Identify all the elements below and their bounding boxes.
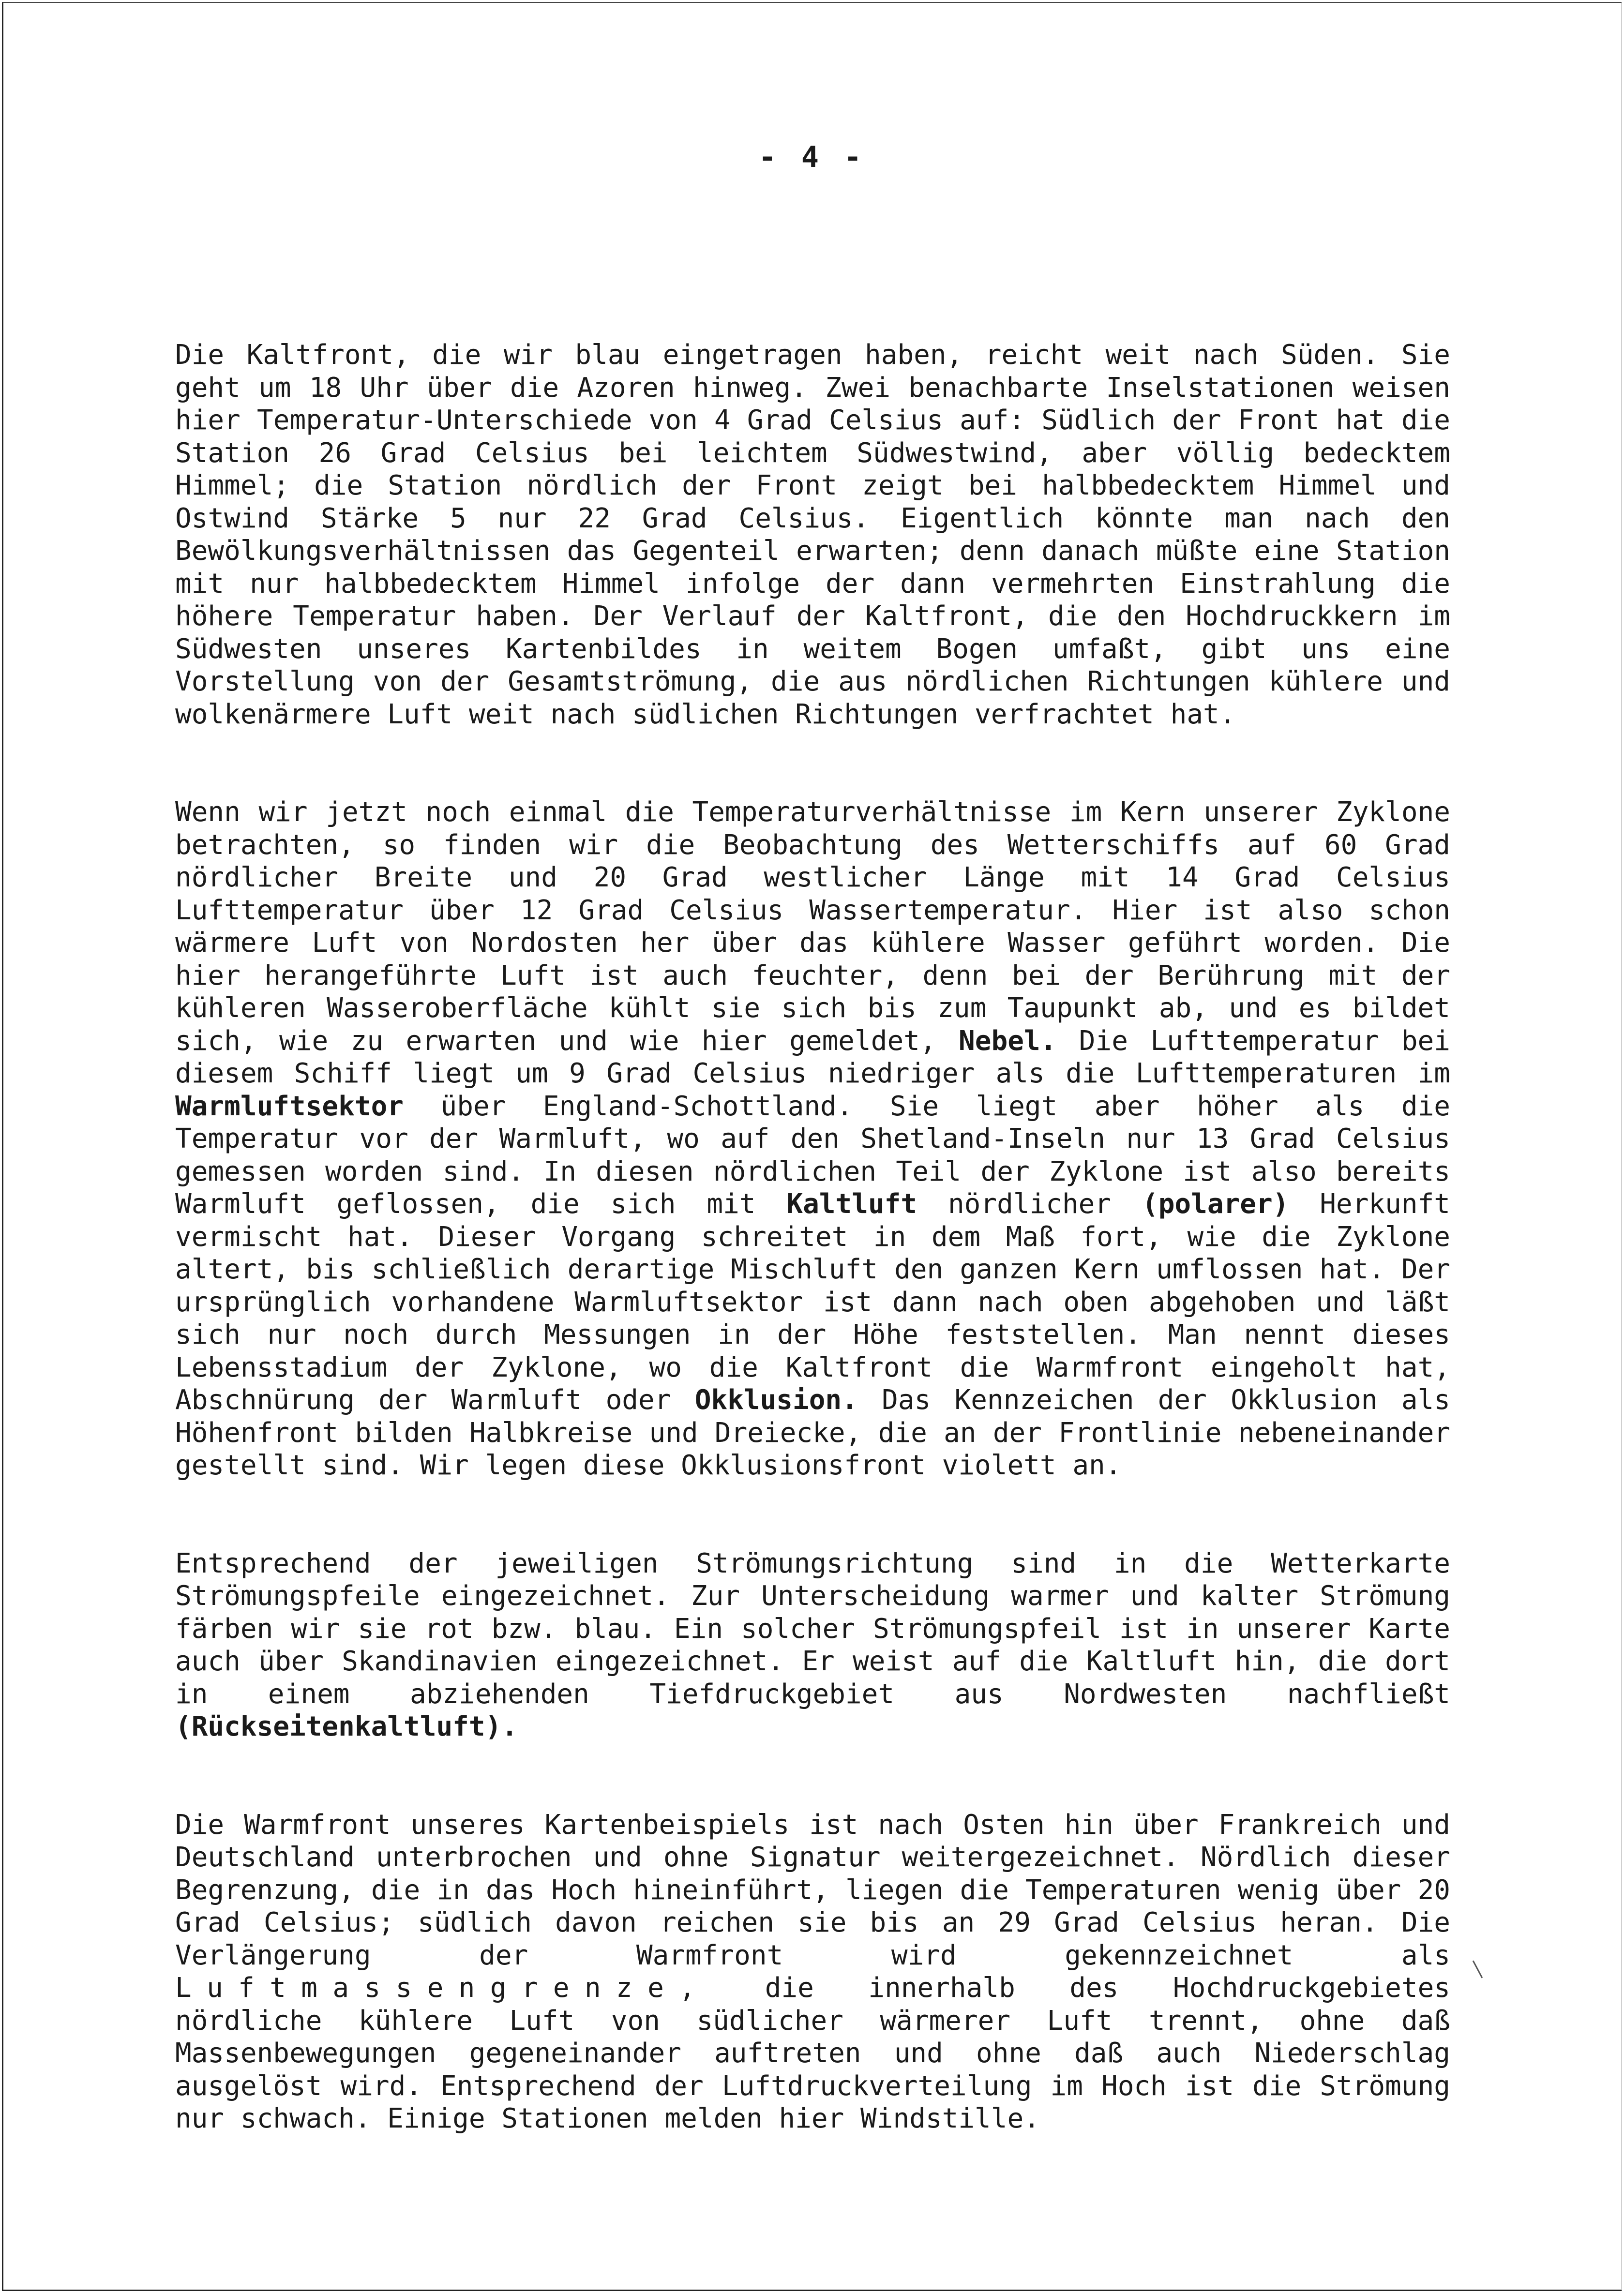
- text-run: nördlicher: [917, 1188, 1142, 1220]
- text-run: Die Kaltfront, die wir blau eingetragen haben, reicht weit nach Süden. Sie geht um 18 Uhr über die Azoren hinweg. Zwei benachbarte Inselstationen weisen hier Temperatur-Unterschiede von 4 Grad Celsius auf: Südlich der Front hat die Station 26 Grad Celsius bei leichtem Südwestwind, aber völlig bedecktem Himmel; die Station nördlich der Front zeigt bei halbbedecktem Himmel und Ostwind Stärke 5 nur 22 Grad Celsius. Eigentlich könnte man nach den Bewölkungsverhältnissen das Gegenteil erwarten; denn danach müßte eine Station mit nur halbbedecktem Himmel infolge der dann vermehrten Einstrahlung die höhere Temperatur haben. Der Verlauf der Kaltfront, die den Hochdruckkern im Südwesten unseres Kartenbildes in weitem Bogen umfaßt, gibt uns eine Vorstellung von der Gesamtströmung, die aus nördlichen Richtungen kühlere und wolkenärmere Luft weit nach südlichen Richtungen verfrachtet hat.: [175, 339, 1450, 730]
- emphasis-text: Okklusion.: [694, 1384, 858, 1416]
- emphasis-text: Warmluftsektor: [175, 1090, 404, 1122]
- text-run: über England-Schottland. Sie liegt aber höher als die Temperatur vor der Warmluft, wo auf den Shetland-Inseln nur 13 Grad Celsius gemessen worden sind. In diesen nördlichen Teil der Zyklone ist also bereits Warmluft geflossen, die sich mit: [175, 1090, 1450, 1220]
- text-run: Wenn wir jetzt noch einmal die Temperaturverhältnisse im Kern unserer Zyklone betrachten, so finden wir die Beobachtung des Wetterschiffs auf 60 Grad nördlicher Breite und 20 Grad westlicher Länge mit 14 Grad Celsius Lufttemperatur über 12 Grad Celsius Wassertemperatur. Hier ist also schon wärmere Luft von Nordosten her über das kühlere Wasser geführt worden. Die hier herangeführte Luft ist auch feuchter, denn bei der Berührung mit der kühleren Wasseroberfläche kühlt sie sich bis zum Taupunkt ab, und es bildet sich, wie zu erwarten und wie hier gemeldet,: [175, 796, 1450, 1057]
- text-run: Die Lufttemperatur bei diesem Schiff liegt um 9 Grad Celsius niedriger als die Lufttemperaturen im: [175, 1025, 1450, 1089]
- text-run: Die Warmfront unseres Kartenbeispiels ist nach Osten hin über Frankreich und Deutschland unterbrochen und ohne Signatur weitergezeichnet. Nördlich dieser Begrenzung, die in das Hoch hineinführt, liegen die Temperaturen wenig über 20 Grad Celsius; südlich davon reichen sie bis an 29 Grad Celsius heran. Die Verlängerung der Warmfront wird gekennzeichnet als: [175, 1809, 1450, 1971]
- emphasis-text: Nebel.: [959, 1025, 1057, 1057]
- paragraph-2: [175, 796, 1450, 1482]
- text-run: Das Kennzeichen der Okklusion als Höhenfront bilden Halbkreise und Dreiecke, die an der Frontlinie nebeneinander gestellt sind. Wir legen diese Okklusionsfront violett an.: [175, 1384, 1450, 1481]
- document-body: [175, 339, 1450, 2201]
- paragraph-3: [175, 1547, 1450, 1743]
- text-run: Herkunft vermischt hat. Dieser Vorgang schreitet in dem Maß fort, wie die Zyklone altert, bis schließlich derartige Mischluft den ganzen Kern umflossen hat. Der ursprünglich vorhandene Warmluftsektor ist dann nach oben abgehoben und läßt sich nur noch durch Messungen in der Höhe feststellen. Man nennt dieses Lebensstadium der Zyklone, wo die Kaltfront die Warmfront eingeholt hat, Abschnürung der Warmluft oder: [175, 1188, 1451, 1416]
- paragraph-4: [175, 1809, 1450, 2135]
- emphasis-text: (polarer): [1142, 1188, 1289, 1220]
- page-number: - 4 -: [758, 140, 866, 174]
- spaced-text: Luftmassengrenze,: [175, 1972, 711, 2004]
- text-run: die innerhalb des Hochdruckgebietes nördliche kühlere Luft von südlicher wärmerer Luft trennt, ohne daß Massenbewegungen gegeneinander auftreten und ohne daß auch Niederschlag ausgelöst wird. Entsprechend der Luftdruckverteilung im Hoch ist die Strömung nur schwach. Einige Stationen melden hier Windstille.: [175, 1972, 1450, 2134]
- emphasis-text: (Rückseitenkaltluft).: [175, 1711, 518, 1742]
- text-run: Entsprechend der jeweiligen Strömungsrichtung sind in die Wetterkarte Strömungspfeile eingezeichnet. Zur Unterscheidung warmer und kalter Strömung färben wir sie rot bzw. blau. Ein solcher Strömungspfeil ist in unserer Karte auch über Skandinavien eingezeichnet. Er weist auf die Kaltluft hin, die dort in einem abziehenden Tiefdruckgebiet aus Nordwesten nachfließt: [175, 1547, 1450, 1710]
- paragraph-1: [175, 339, 1450, 731]
- emphasis-text: Kaltluft: [786, 1188, 917, 1220]
